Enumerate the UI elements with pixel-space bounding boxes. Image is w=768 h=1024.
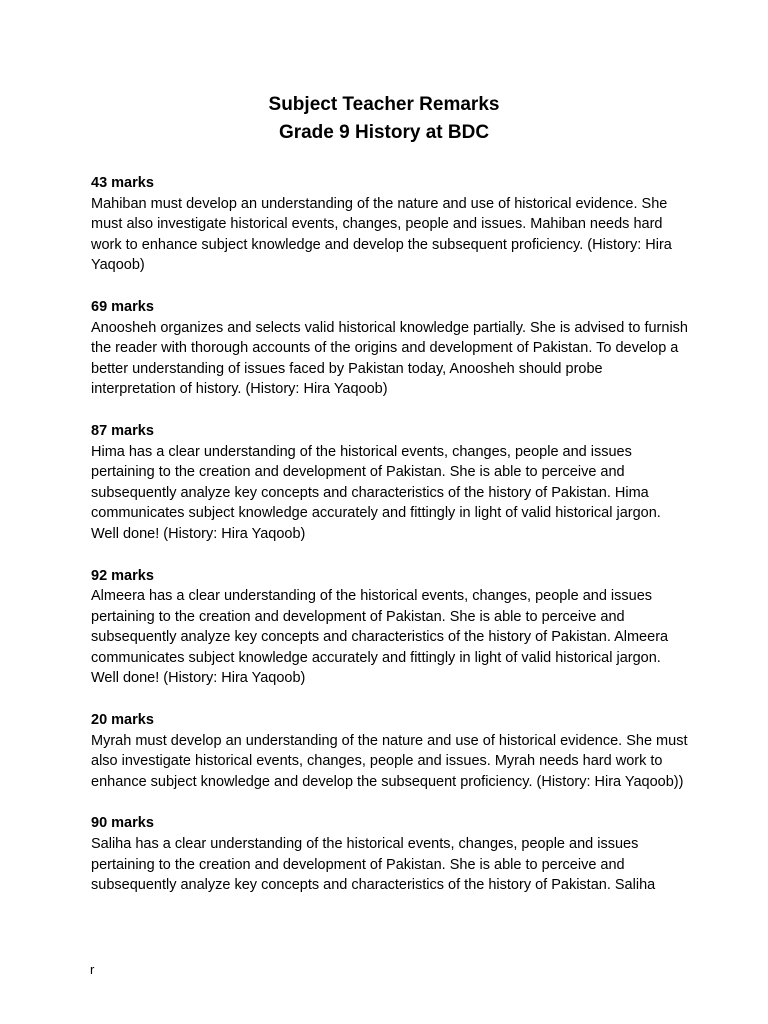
remark-entry (91, 813, 691, 895)
document-title (0, 91, 768, 147)
footer-mark: r (90, 962, 95, 977)
marks-label: 69 marks (91, 298, 154, 315)
remark-text: Saliha has a clear understanding of the historical events, changes, people and issues pertaining to the creation and development of Pakistan. She is able to perceive and subsequently analyze key concepts and characteristics of the history of Pakistan. Saliha (91, 836, 656, 894)
remark-entry (91, 421, 691, 545)
remark-text: Anoosheh organizes and selects valid historical knowledge partially. She is advised to furnish the reader with thorough accounts of the origins and development of Pakistan. To develop a better understanding of issues faced by Pakistan today, Anoosheh should probe interpretation of history. (History: Hira Yaqoob) (91, 319, 688, 398)
marks-label: 92 marks (91, 567, 154, 584)
marks-label: 87 marks (91, 422, 154, 439)
remarks-list (91, 173, 691, 917)
remark-entry (91, 173, 691, 276)
marks-label: 20 marks (91, 712, 154, 729)
marks-label: 43 marks (91, 175, 154, 191)
remark-text: Myrah must develop an understanding of the nature and use of historical evidence. She must also investigate historical events, changes, people and issues. Myrah needs hard work to enhance subject knowledge and develop the subsequent proficiency. (History: Hira Yaqoob)) (91, 732, 688, 790)
title-line-2: Grade 9 History at BDC (278, 122, 490, 143)
remark-text: Mahiban must develop an understanding of the nature and use of historical evidence. She must also investigate historical events, changes, people and issues. Mahiban needs hard work to enhance subject knowledge and develop the subsequent proficiency. (History: Hira Yaqoob) (91, 195, 672, 274)
remark-text: Hima has a clear understanding of the historical events, changes, people and issues pertaining to the creation and development of Pakistan. She is able to perceive and subsequently analyze key concepts and characteristics of the history of Pakistan. Hima communicates subject knowledge accurately and fittingly in light of valid historical jargon. Well done! (History: Hira Yaqoob) (91, 443, 661, 542)
remark-entry (91, 566, 691, 690)
remark-text: Almeera has a clear understanding of the historical events, changes, people and issues pertaining to the creation and development of Pakistan. She is able to perceive and subsequently analyze key concepts and characteristics of the history of Pakistan. Almeera communicates subject knowledge accurately and fittingly in light of valid historical jargon. Well done! (History: Hira Yaqoob) (91, 588, 669, 687)
title-line-1: Subject Teacher Remarks (268, 94, 500, 115)
marks-label: 90 marks (91, 815, 154, 832)
remark-entry (91, 710, 691, 792)
remark-entry (91, 297, 691, 400)
